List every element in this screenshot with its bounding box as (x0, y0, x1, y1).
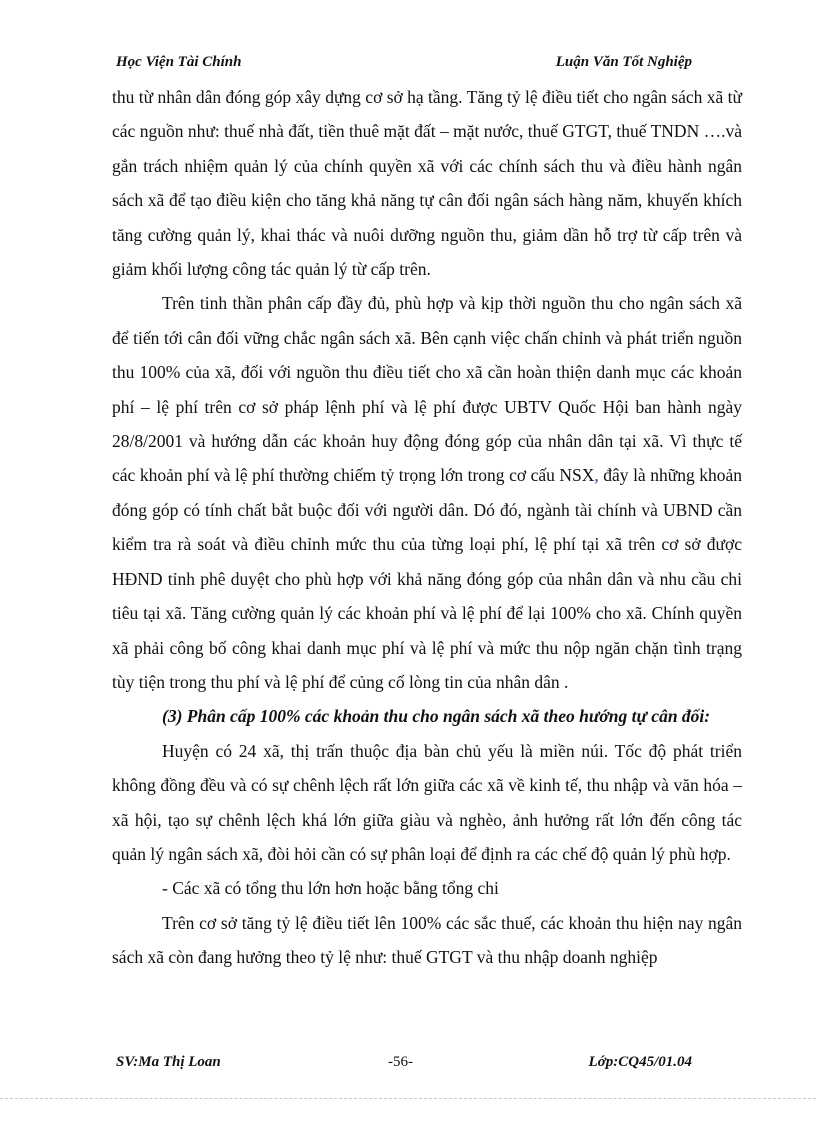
page-body (112, 80, 742, 975)
paragraph-1: thu từ nhân dân đóng góp xây dựng cơ sở hạ tầng. Tăng tỷ lệ điều tiết cho ngân sách xã từ các nguồn như: thuế nhà đất, tiền thuê mặt đất – mặt nước, thuế GTGT, thuế TNDN ….và gắn trách nhiệm quản lý của chính quyền xã với các chính sách thu và điều hành ngân sách xã để tạo điều kiện cho tăng khả năng tự cân đối ngân sách hàng năm, khuyến khích tăng cường quản lý, khai thác và nuôi dưỡng nguồn thu, giảm dần hỗ trợ từ cấp trên và giảm khối lượng công tác quản lý từ cấp trên. (112, 87, 742, 280)
dash-list-item: - Các xã có tổng thu lớn hơn hoặc bằng tổng chi (162, 878, 499, 899)
page-boundary-line (0, 1098, 816, 1099)
paragraph-2 (112, 286, 742, 699)
paragraph-2-part-a: Trên tinh thần phân cấp đầy đủ, phù hợp và kịp thời nguồn thu cho ngân sách xã để tiến tới cân đối vững chắc ngân sách xã. Bên cạnh việc chấn chỉnh và phát triển nguồn thu 100% của xã, đối với nguồn thu điều tiết cho xã cần hoàn thiện danh mục các khoản phí – lệ phí trên cơ sở pháp lệnh phí và lệ phí được UBTV Quốc Hội ban hành ngày 28/8/2001 và hướng dẫn các khoản huy động đóng góp của nhân dân tại xã. Vì thực tế các khoản phí và lệ phí thường chiếm tỷ trọng lớn trong cơ cấu NSX (112, 293, 742, 486)
section-heading: (3) Phân cấp 100% các khoản thu cho ngân sách xã theo hướng tự cân đối: (162, 706, 711, 727)
footer-student: SV:Ma Thị Loan (116, 1054, 221, 1070)
page-footer (116, 1054, 692, 1078)
page-header (116, 50, 692, 80)
paragraph-2-comma: , (594, 465, 599, 486)
paragraph-4: Trên cơ sở tăng tỷ lệ điều tiết lên 100% các sắc thuế, các khoản thu hiện nay ngân sách xã còn đang hưởng theo tỷ lệ như: thuế GTGT và thu nhập doanh nghiệp (112, 912, 742, 968)
paragraph-2-part-b: đây là những khoản đóng góp có tính chất bắt buộc đối với người dân. Dó đó, ngành tài chính và UBND cần kiểm tra rà soát và điều chỉnh mức thu của từng loại phí, lệ phí tại xã trên cơ sở được HĐND tỉnh phê duyệt cho phù hợp với khả năng đóng góp của nhân dân và nhu cầu chi tiêu tại xã. Tăng cường quản lý các khoản phí và lệ phí để lại 100% cho xã. Chính quyền xã phải công bố công khai danh mục phí và lệ phí và mức thu nộp ngăn chặn tình trạng tùy tiện trong thu phí và lệ phí để củng cố lòng tin của nhân dân . (112, 465, 742, 692)
paragraph-3: Huyện có 24 xã, thị trấn thuộc địa bàn chủ yếu là miền núi. Tốc độ phát triển không đồng đều và có sự chênh lệch rất lớn giữa các xã về kinh tế, thu nhập và văn hóa – xã hội, tạo sự chênh lệch khá lớn giữa giàu và nghèo, ảnh hưởng rất lớn đến công tác quản lý ngân sách xã, đòi hỏi cần có sự phân loại để định ra các chế độ quản lý phù hợp. (112, 740, 742, 864)
header-institution: Học Viện Tài Chính (116, 54, 242, 70)
page-number: -56- (388, 1054, 413, 1070)
header-document-type: Luận Văn Tốt Nghiệp (555, 54, 692, 70)
footer-class: Lớp:CQ45/01.04 (588, 1054, 692, 1070)
